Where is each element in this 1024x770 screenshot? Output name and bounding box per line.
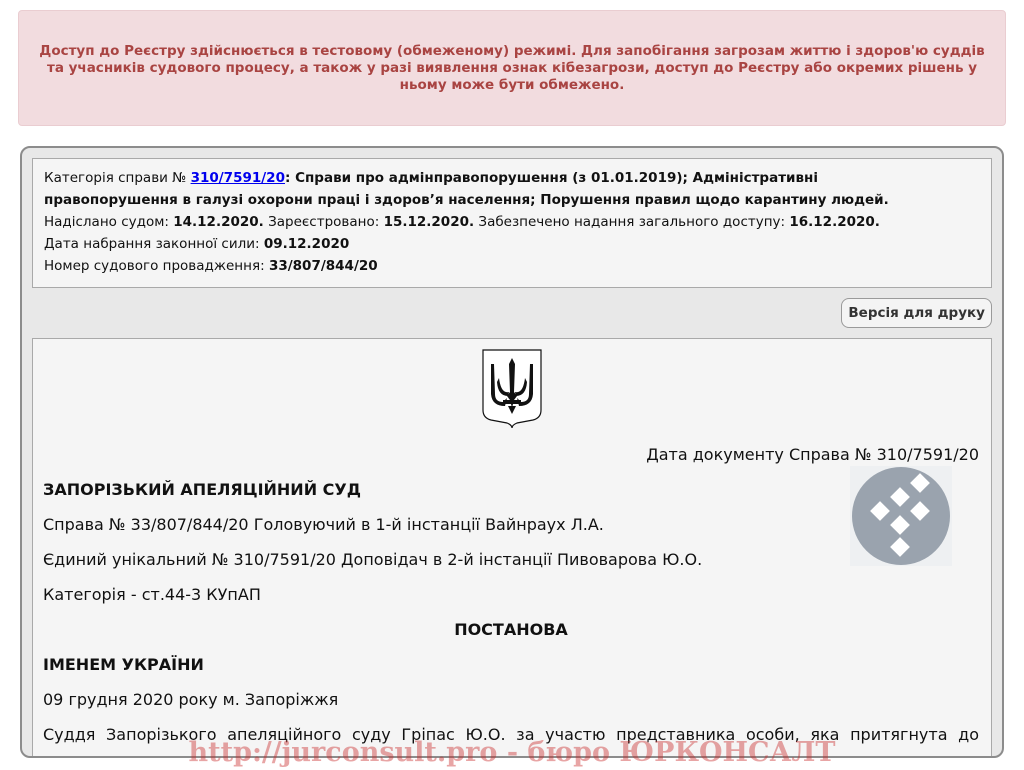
document-body-text: Суддя Запорізького апеляційного суду Гріпас Ю.О. за участю представника особи, яка притягнута до (43, 725, 979, 744)
case-category-text-1: : Справи про адмінправопорушення (з 01.01.2019); Адміністративні (284, 170, 818, 186)
sent-label: Надіслано судом: (44, 214, 174, 230)
effective-label: Дата набрання законної сили: (44, 236, 264, 252)
document-title: ПОСТАНОВА (454, 620, 568, 639)
unique-number-line: Єдиний унікальний № 310/7591/20 Доповідач в 2-й інстанції Пивоварова Ю.О. (43, 550, 703, 569)
access-warning-text: Доступ до Реєстру здійснюється в тестовому (обмеженому) режимі. Для запобігання загрозам життю і здоров'ю суддів та учасників судового процесу, а також у разі виявлення ознак кібезагрози, доступ до Реєстру або окремих рішень у ньому може бути обмежено. (39, 42, 985, 93)
access-date: 16.12.2020. (789, 214, 880, 230)
watermark-text: http://jurconsult.pro - бюро ЮРКОНСАЛТ (188, 737, 836, 768)
decision-panel (20, 146, 1004, 758)
proceeding-number-line (44, 255, 980, 277)
sent-date: 14.12.2020. (173, 214, 264, 230)
document-category-line: Категорія - ст.44-3 КУпАП (43, 585, 261, 604)
decision-document (32, 338, 992, 758)
access-warning-alert (18, 10, 1006, 126)
case-category-label: Категорія справи № (44, 170, 191, 186)
case-category-text-2: правопорушення в галузі охорони праці і здоров’я населення; Порушення правил щодо карантину людей. (44, 192, 889, 208)
coat-of-arms-icon (481, 348, 543, 430)
in-name-of-ukraine: ІМЕНЕМ УКРАЇНИ (43, 655, 204, 674)
case-presiding-line: Справа № 33/807/844/20 Головуючий в 1-й інстанції Вайнраух Л.А. (43, 515, 604, 534)
access-label: Забезпечено надання загального доступу: (474, 214, 790, 230)
case-number-link[interactable]: 310/7591/20 (190, 170, 285, 186)
case-dates-line (44, 211, 980, 233)
date-place-line: 09 грудня 2020 року м. Запоріжжя (43, 690, 339, 709)
case-info-box (32, 158, 992, 288)
document-date-line: Дата документу Справа № 310/7591/20 (646, 445, 979, 464)
proceeding-label: Номер судового провадження: (44, 258, 269, 274)
case-category-line-2 (44, 189, 980, 211)
effective-date: 09.12.2020 (263, 236, 350, 252)
floating-share-icon[interactable] (850, 466, 952, 566)
print-version-button[interactable]: Версія для друку (841, 298, 992, 328)
registered-date: 15.12.2020. (383, 214, 475, 230)
effective-date-line (44, 233, 980, 255)
case-category-line (44, 167, 980, 189)
registered-label: Зареєстровано: (263, 214, 384, 230)
court-name: ЗАПОРІЗЬКИЙ АПЕЛЯЦІЙНИЙ СУД (43, 480, 361, 499)
proceeding-number: 33/807/844/20 (268, 258, 378, 274)
